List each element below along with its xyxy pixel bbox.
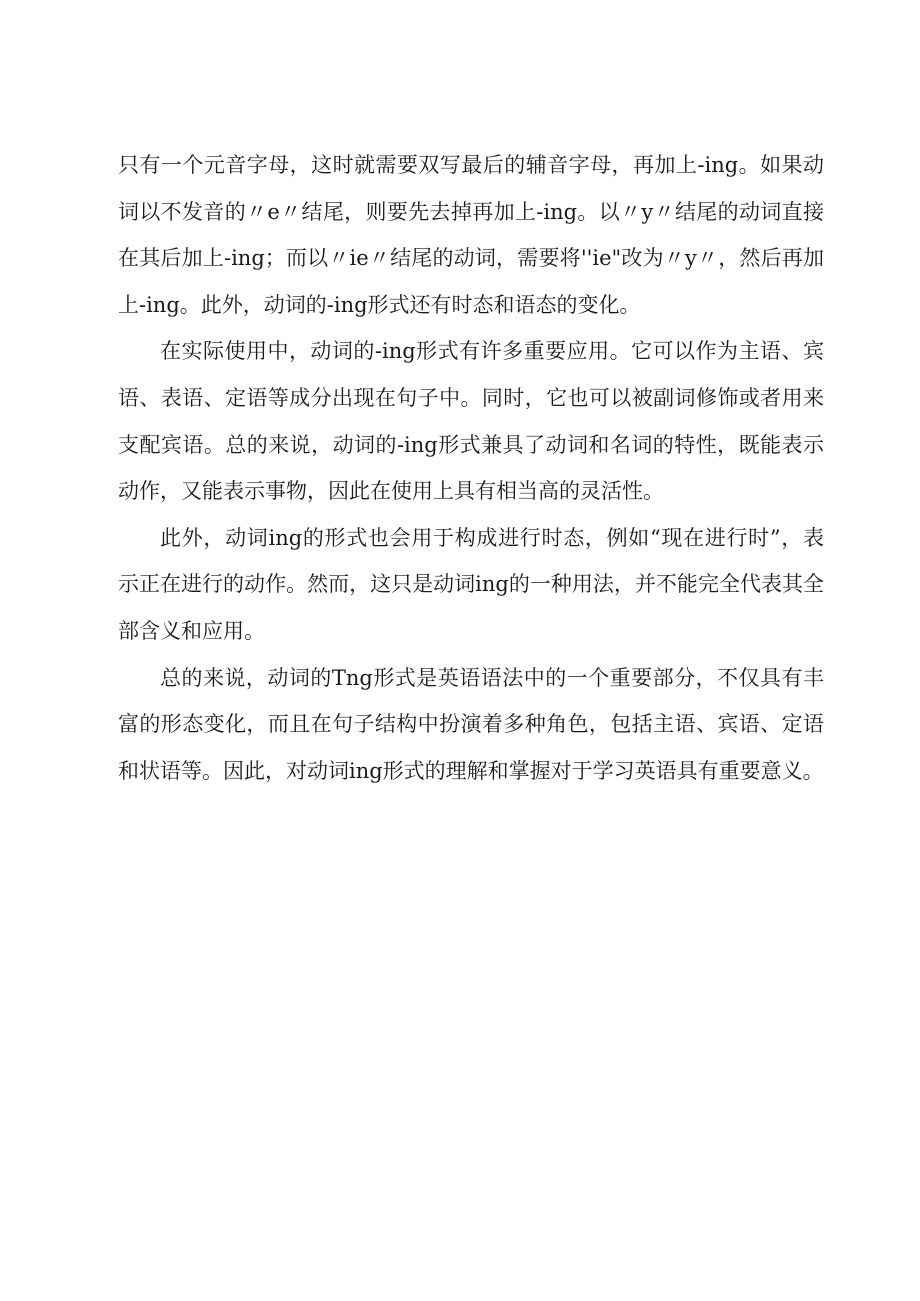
paragraph-conclusion: 总的来说，动词的Tng形式是英语语法中的一个重要部分，不仅具有丰富的形态变化，而且在句子结构中扮演着多种角色，包括主语、宾语、定语和状语等。因此，对动词ing形式的理解和掌握对于学习英语具有重要意义。 [118,665,824,783]
paragraph-progressive-tense: 此外，动词ing的形式也会用于构成进行时态，例如“现在进行时”，表示正在进行的动作。然而，这只是动词ing的一种用法，并不能完全代表其全部含义和应用。 [118,525,824,643]
body-text [118,142,824,794]
paragraph-usage: 在实际使用中，动词的-ing形式有许多重要应用。它可以作为主语、宾语、表语、定语等成分出现在句子中。同时，它也可以被副词修饰或者用来支配宾语。总的来说，动词的-ing形式兼具了动词和名词的特性，既能表示动作，又能表示事物，因此在使用上具有相当高的灵活性。 [118,339,824,504]
paragraph-continuation: 只有一个元音字母，这时就需要双写最后的辅音字母，再加上-ing。如果动词以不发音的〃e〃结尾，则要先去掉再加上-ing。以〃y〃结尾的动词直接在其后加上-ing；而以〃ie〃结尾的动词，需要将''ie"改为〃y〃，然后再加上-ing。此外，动词的-ing形式还有时态和语态的变化。 [118,153,824,317]
